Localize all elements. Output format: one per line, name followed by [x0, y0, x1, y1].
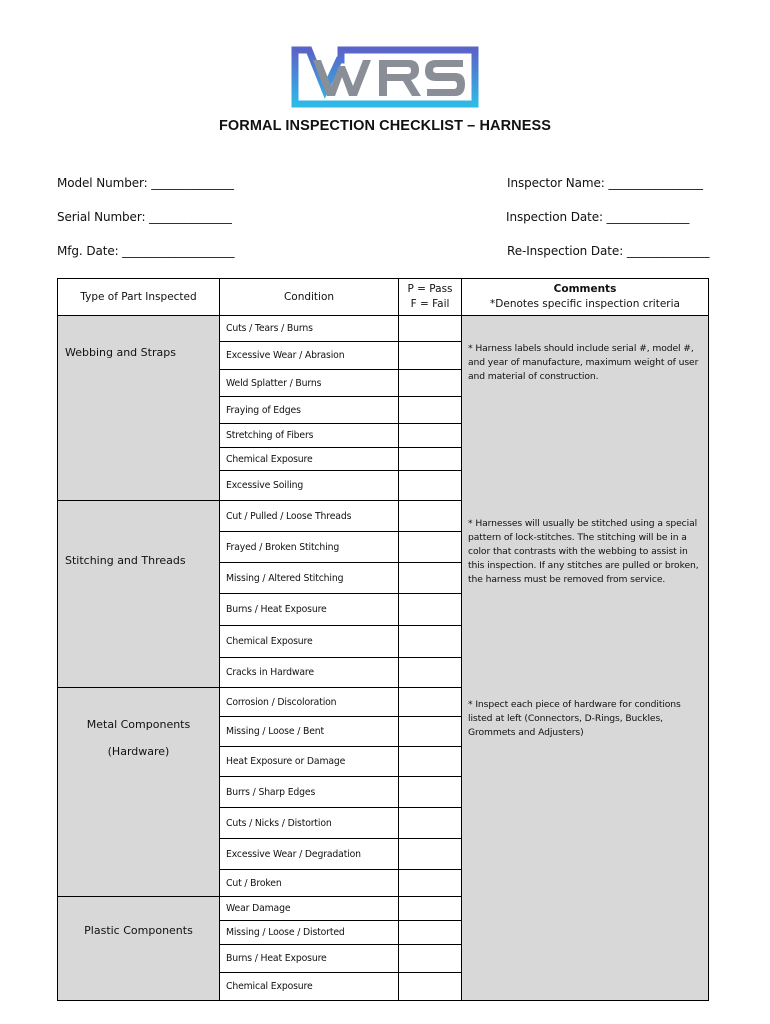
- condition-cell: Frayed / Broken Stitching: [220, 532, 399, 563]
- condition-cell: Chemical Exposure: [220, 626, 399, 658]
- pass-fail-cell[interactable]: [399, 897, 462, 921]
- condition-cell: Excessive Wear / Abrasion: [220, 342, 399, 370]
- header-condition: Condition: [220, 279, 399, 316]
- condition-cell: Fraying of Edges: [220, 397, 399, 424]
- pass-fail-cell[interactable]: [399, 424, 462, 448]
- inspector-name-field[interactable]: Inspector Name: ________________: [507, 176, 703, 190]
- mfg-date-field[interactable]: Mfg. Date: ___________________: [57, 244, 235, 258]
- pass-fail-cell[interactable]: [399, 563, 462, 594]
- pass-fail-cell[interactable]: [399, 626, 462, 658]
- pass-fail-cell[interactable]: [399, 945, 462, 973]
- pass-fail-cell[interactable]: [399, 688, 462, 717]
- pass-fail-cell[interactable]: [399, 471, 462, 501]
- condition-cell: Missing / Altered Stitching: [220, 563, 399, 594]
- pass-fail-cell[interactable]: [399, 397, 462, 424]
- pass-fail-cell[interactable]: [399, 839, 462, 870]
- part-group-name: Plastic Components: [84, 924, 193, 937]
- condition-cell: Missing / Loose / Distorted: [220, 921, 399, 945]
- inspection-date-field[interactable]: Inspection Date: ______________: [506, 210, 690, 224]
- comment-cell: [462, 501, 709, 688]
- table-row: [58, 501, 709, 532]
- table-body: [58, 316, 709, 1001]
- condition-cell: Cracks in Hardware: [220, 658, 399, 688]
- pass-fail-cell[interactable]: [399, 501, 462, 532]
- condition-cell: Stretching of Fibers: [220, 424, 399, 448]
- part-group-name: Metal Components: [86, 718, 191, 731]
- pass-fail-cell[interactable]: [399, 717, 462, 747]
- part-group-name: Stitching and Threads: [65, 553, 186, 567]
- condition-cell: Cuts / Tears / Burns: [220, 316, 399, 342]
- document-title: FORMAL INSPECTION CHECKLIST – HARNESS: [218, 118, 552, 134]
- condition-cell: Cut / Broken: [220, 870, 399, 897]
- condition-cell: Chemical Exposure: [220, 973, 399, 1001]
- header-pass-fail: [399, 279, 462, 316]
- comment-text: * Harness labels should include serial #, model #, and year of manufacture, maximum weight of user and material of construction.: [468, 343, 699, 382]
- comment-cell: [462, 316, 709, 501]
- model-number-field[interactable]: Model Number: ______________: [57, 176, 234, 190]
- reinspection-date-field[interactable]: Re-Inspection Date: ______________: [507, 244, 710, 258]
- table-row: [58, 897, 709, 921]
- pass-fail-cell[interactable]: [399, 921, 462, 945]
- inspection-checklist-table: [57, 278, 709, 1001]
- wrs-logo: [291, 46, 479, 108]
- comment-cell: [462, 688, 709, 897]
- table-row: [58, 688, 709, 717]
- condition-cell: Cuts / Nicks / Distortion: [220, 808, 399, 839]
- condition-cell: Corrosion / Discoloration: [220, 688, 399, 717]
- pass-fail-cell[interactable]: [399, 747, 462, 777]
- pass-fail-cell[interactable]: [399, 870, 462, 897]
- pass-fail-cell[interactable]: [399, 658, 462, 688]
- condition-cell: Excessive Wear / Degradation: [220, 839, 399, 870]
- condition-cell: Burns / Heat Exposure: [220, 594, 399, 626]
- pass-fail-cell[interactable]: [399, 594, 462, 626]
- part-group-cell: [58, 688, 220, 897]
- part-group-cell: [58, 316, 220, 501]
- table-header-row: [58, 279, 709, 316]
- condition-cell: Wear Damage: [220, 897, 399, 921]
- header-fail-label: F = Fail: [410, 298, 450, 310]
- header-comments: [462, 279, 709, 316]
- condition-cell: Missing / Loose / Bent: [220, 717, 399, 747]
- part-group-cell: [58, 897, 220, 1001]
- part-group-name: Webbing and Straps: [65, 346, 176, 359]
- comment-text: * Harnesses will usually be stitched using a special pattern of lock-stitches. The stitching will be in a color that contrasts with the webbing to assist in this inspection. If any stitches are pulled or broken, the harness must be removed from service.: [468, 517, 699, 585]
- condition-cell: Burns / Heat Exposure: [220, 945, 399, 973]
- pass-fail-cell[interactable]: [399, 448, 462, 471]
- part-group-subname: (Hardware): [107, 745, 170, 758]
- condition-cell: Excessive Soiling: [220, 471, 399, 501]
- serial-number-field[interactable]: Serial Number: ______________: [57, 210, 232, 224]
- pass-fail-cell[interactable]: [399, 532, 462, 563]
- pass-fail-cell[interactable]: [399, 370, 462, 397]
- comment-cell: [462, 897, 709, 1001]
- condition-cell: Chemical Exposure: [220, 448, 399, 471]
- table-row: [58, 316, 709, 342]
- pass-fail-cell[interactable]: [399, 973, 462, 1001]
- condition-cell: Heat Exposure or Damage: [220, 747, 399, 777]
- pass-fail-cell[interactable]: [399, 342, 462, 370]
- header-comments-note: *Denotes specific inspection criteria: [490, 298, 680, 310]
- header-pass-label: P = Pass: [407, 283, 453, 295]
- comment-text: * Inspect each piece of hardware for conditions listed at left (Connectors, D-Rings, Buckles, Grommets and Adjusters): [468, 698, 681, 738]
- condition-cell: Weld Splatter / Burns: [220, 370, 399, 397]
- part-group-cell: [58, 501, 220, 688]
- pass-fail-cell[interactable]: [399, 777, 462, 808]
- condition-cell: Burrs / Sharp Edges: [220, 777, 399, 808]
- condition-cell: Cut / Pulled / Loose Threads: [220, 501, 399, 532]
- pass-fail-cell[interactable]: [399, 316, 462, 342]
- header-comments-title: Comments: [553, 283, 617, 295]
- header-type-of-part: Type of Part Inspected: [58, 279, 220, 316]
- pass-fail-cell[interactable]: [399, 808, 462, 839]
